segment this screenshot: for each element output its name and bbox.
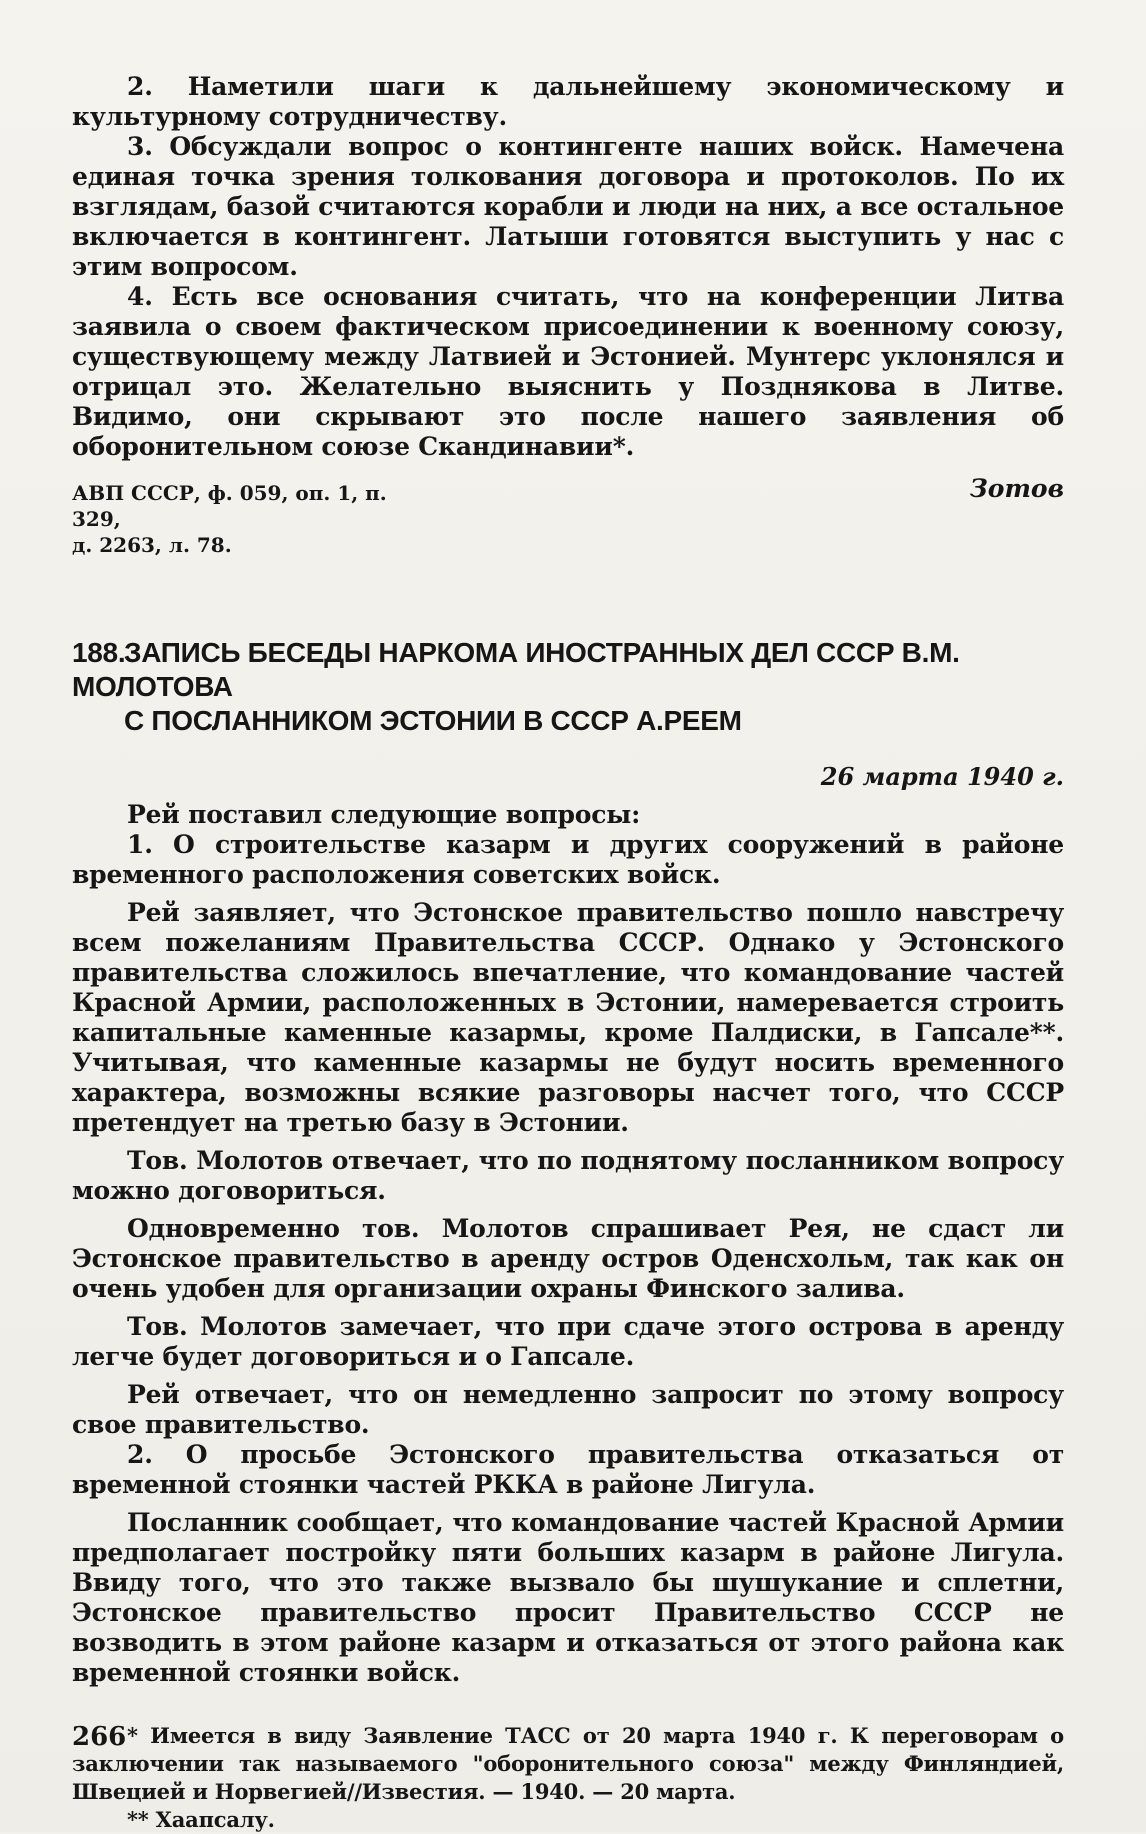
archive-line: д. 2263, л. 78. xyxy=(72,533,232,557)
paragraph: Рей поставил следующие вопросы: xyxy=(127,800,641,829)
archive-reference xyxy=(72,480,402,558)
signature: Зотов xyxy=(969,474,1064,503)
footnotes xyxy=(72,1722,1064,1834)
paragraph: 3. Обсуждали вопрос о контингенте наших войск. Намечена единая точка зрения толкования договора и протоколов. По их взглядам, базой считаются корабли и люди на них, а все остальное включается в контингент. Латыши готовятся выступить у нас с этим вопросом. xyxy=(72,132,1064,281)
paragraph: 2. Наметили шаги к дальнейшему экономическому и культурному сотрудничеству. xyxy=(72,72,1064,131)
footnote: * Имеется в виду Заявление ТАСС от 20 марта 1940 г. К переговорам о заключении так называемого "оборонительного союза" между Финляндией, Швецией и Норвегией//Известия. — 1940. — 20 марта. xyxy=(72,1723,1064,1804)
paragraph: Тов. Молотов замечает, что при сдаче этого острова в аренду легче будет договориться и о Гапсале. xyxy=(72,1312,1064,1371)
paragraph: Рей заявляет, что Эстонское правительство пошло навстречу всем пожеланиям Правительства СССР. Однако у Эстонского правительства сложилось впечатление, что командование частей Красной Армии, расположенных в Эстонии, намеревается строить капитальные каменные казармы, кроме Палдиски, в Гапсале**. Учитывая, что каменные казармы не будут носить временного характера, возможны всякие разговоры насчет того, что СССР претендует на третью базу в Эстонии. xyxy=(72,898,1064,1137)
page-number: 266 xyxy=(72,1722,127,1752)
paragraph: Рей отвечает, что он немедленно запросит по этому вопросу свое правительство. xyxy=(72,1380,1064,1439)
page-content xyxy=(72,72,1064,1834)
paragraph: 1. О строительстве казарм и других сооружений в районе временного расположения советских войск. xyxy=(72,830,1064,889)
paragraph: 2. О просьбе Эстонского правительства отказаться от временной стоянки частей РККА в районе Лигула. xyxy=(72,1440,1064,1499)
footnote: ** Хаапсалу. xyxy=(127,1807,275,1832)
document-date: 26 марта 1940 г. xyxy=(820,762,1064,791)
paragraph: 4. Есть все основания считать, что на конференции Литва заявила о своем фактическом присоединении к военному союзу, существующему между Латвией и Эстонией. Мунтерс уклонялся и отрицал это. Желательно выяснить у Позднякова в Литве. Видимо, они скрывают это после нашего заявления об оборонительном союзе Скандинавии*. xyxy=(72,282,1064,461)
paragraph: Одновременно тов. Молотов спрашивает Рея, не сдаст ли Эстонское правительство в аренду остров Оденсхольм, так как он очень удобен для организации охраны Финского залива. xyxy=(72,1214,1064,1303)
document-188 xyxy=(72,636,1064,1688)
document-number: 188. xyxy=(72,637,126,668)
title-line: ЗАПИСЬ БЕСЕДЫ НАРКОМА ИНОСТРАННЫХ ДЕЛ СССР В.М. МОЛОТОВА xyxy=(72,637,960,702)
paragraph: Тов. Молотов отвечает, что по поднятому посланником вопросу можно договориться. xyxy=(72,1146,1064,1205)
paragraph: Посланник сообщает, что командование частей Красной Армии предполагает постройку пяти больших казарм в районе Лигула. Ввиду того, что это также вызвало бы шушукание и сплетни, Эстонское правительство просит Правительство СССР не возводить в этом районе казарм и отказаться от этого района как временной стоянки войск. xyxy=(72,1508,1064,1687)
document-title xyxy=(72,636,1064,738)
archive-line: АВП СССР, ф. 059, оп. 1, п. 329, xyxy=(72,481,387,531)
title-line: С ПОСЛАННИКОМ ЭСТОНИИ В СССР А.РЕЕМ xyxy=(124,705,742,736)
previous-document-tail xyxy=(72,72,1064,558)
